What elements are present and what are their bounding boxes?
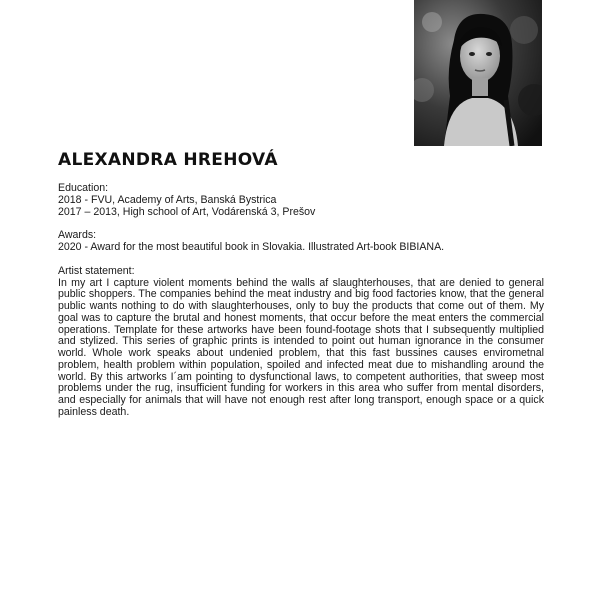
artist-statement-text: In my art I capture violent moments behind the walls af slaughterhouses, that are denied to general public shoppers. The companies behind the meat industry and big food factories know, that the general public wants nothing to do with slaughterhouses, only to buy the products that come out of them. My goal was to capture the brutal and honest moments, that occur before the meat enters the commercial operations. Template for these artworks have been found-footage shots that I subsequently multiplied and stylized. This series of graphic prints is intended to point out human ignorance in the consumer world. Whole work speaks about undenied problem, that this fast bussines causes envirometnal problem, health problem within population, spoiled and infected meat due to mishandling around the world. By this artworks I´am pointing to dysfunctional laws, to competent authorities, that sweep most problems under the rug, insufficient funding for workers in this area who suffer from mental disorders, and especially for animals that will have not enough rest after long transport, enough space or a quick painless death. (58, 276, 544, 418)
cv-content (58, 183, 544, 431)
artist-name: ALEXANDRA HREHOVÁ (58, 150, 278, 170)
artist-statement-heading: Artist statement: (58, 264, 135, 277)
award-entry: 2020 - Award for the most beautiful book in Slovakia. Illustrated Art-book BIBIANA. (58, 241, 445, 253)
portrait-icon (414, 0, 542, 146)
education-entry: 2017 – 2013, High school of Art, Vodárenská 3, Prešov (58, 205, 316, 218)
artist-statement-section (58, 266, 544, 419)
education-heading: Education: (58, 182, 109, 194)
education-section (58, 183, 544, 218)
awards-section (58, 230, 544, 254)
artist-portrait-photo (414, 0, 542, 146)
awards-heading: Awards: (58, 229, 97, 242)
education-entry: 2018 - FVU, Academy of Arts, Banská Bystrica (58, 193, 277, 206)
